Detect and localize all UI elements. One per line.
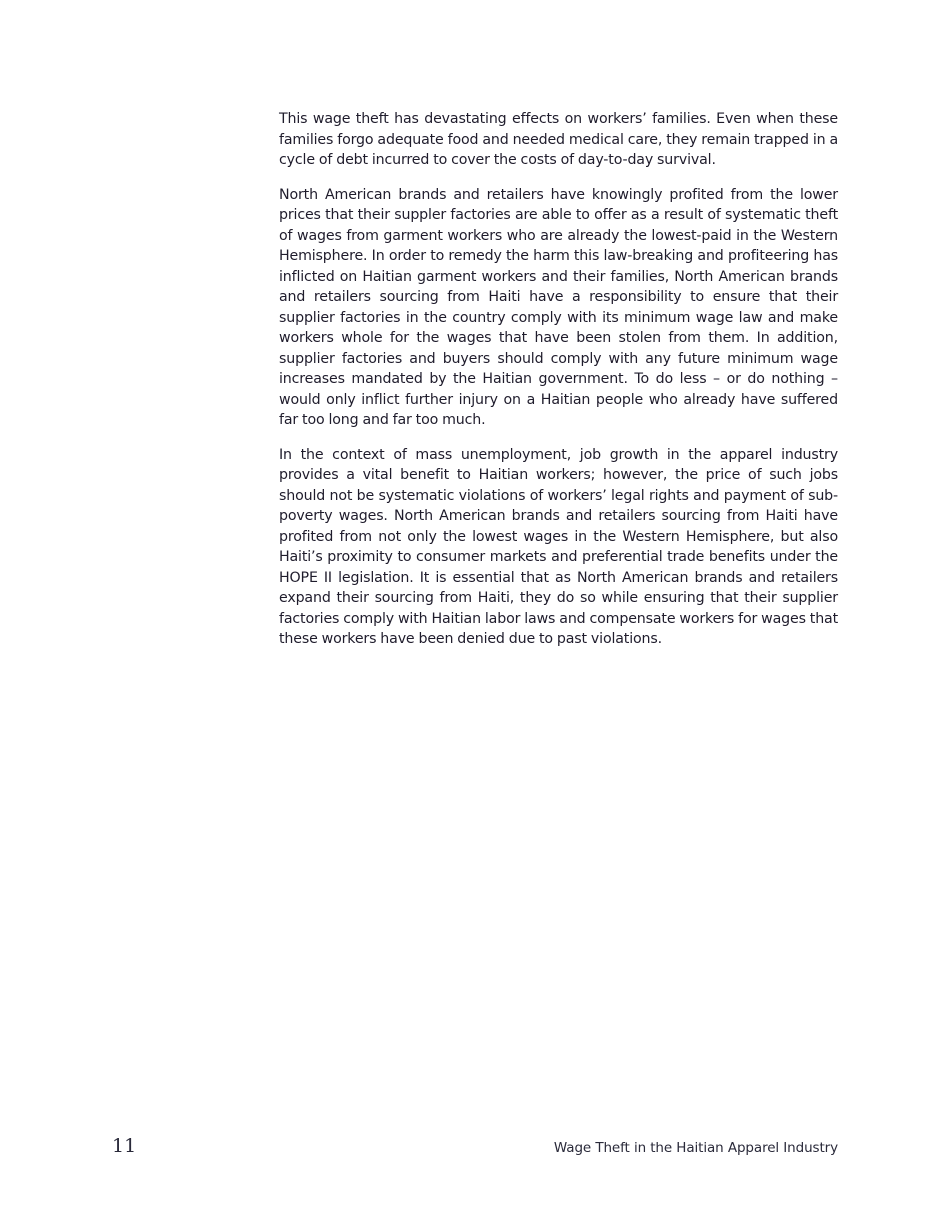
- body-text: [279, 109, 838, 664]
- paragraph-job-growth-context: In the context of mass unemployment, job growth in the apparel industry provides a vital benefit to Haitian workers; however, the price of such jobs should not be systematic violations of workers’ legal rights and payment of sub-poverty wages. North American brands and retailers sourcing from Haiti have profited from not only the lowest wages in the Western Hemisphere, but also Haiti’s proximity to consumer markets and preferential trade benefits under the HOPE II legislation. It is essential that as North American brands and retailers expand their sourcing from Haiti, they do so while ensuring that their supplier factories comply with Haitian labor laws and compensate workers for wages that these workers have been denied due to past violations.: [279, 446, 838, 647]
- page-number: 11: [112, 1135, 137, 1157]
- paragraph-brands-responsibility: North American brands and retailers have knowingly profited from the lower prices that their suppler factories are able to offer as a result of systematic theft of wages from garment workers who are already the lowest-paid in the Western Hemisphere. In order to remedy the harm this law-breaking and profiteering has inflicted on Haitian garment workers and their families, North American brands and retailers sourcing from Haiti have a responsibility to ensure that their supplier factories in the country comply with its minimum wage law and make workers whole for the wages that have been stolen from them. In addition, supplier factories and buyers should comply with any future minimum wage increases mandated by the Haitian government. To do less – or do nothing – would only inflict further injury on a Haitian people who already have suffered far too long and far too much.: [279, 186, 838, 428]
- running-footer-title: Wage Theft in the Haitian Apparel Industry: [553, 1140, 838, 1156]
- paragraph-wage-theft-effects: This wage theft has devastating effects on workers’ families. Even when these families forgo adequate food and needed medical care, they remain trapped in a cycle of debt incurred to cover the costs of day-to-day survival.: [279, 111, 838, 168]
